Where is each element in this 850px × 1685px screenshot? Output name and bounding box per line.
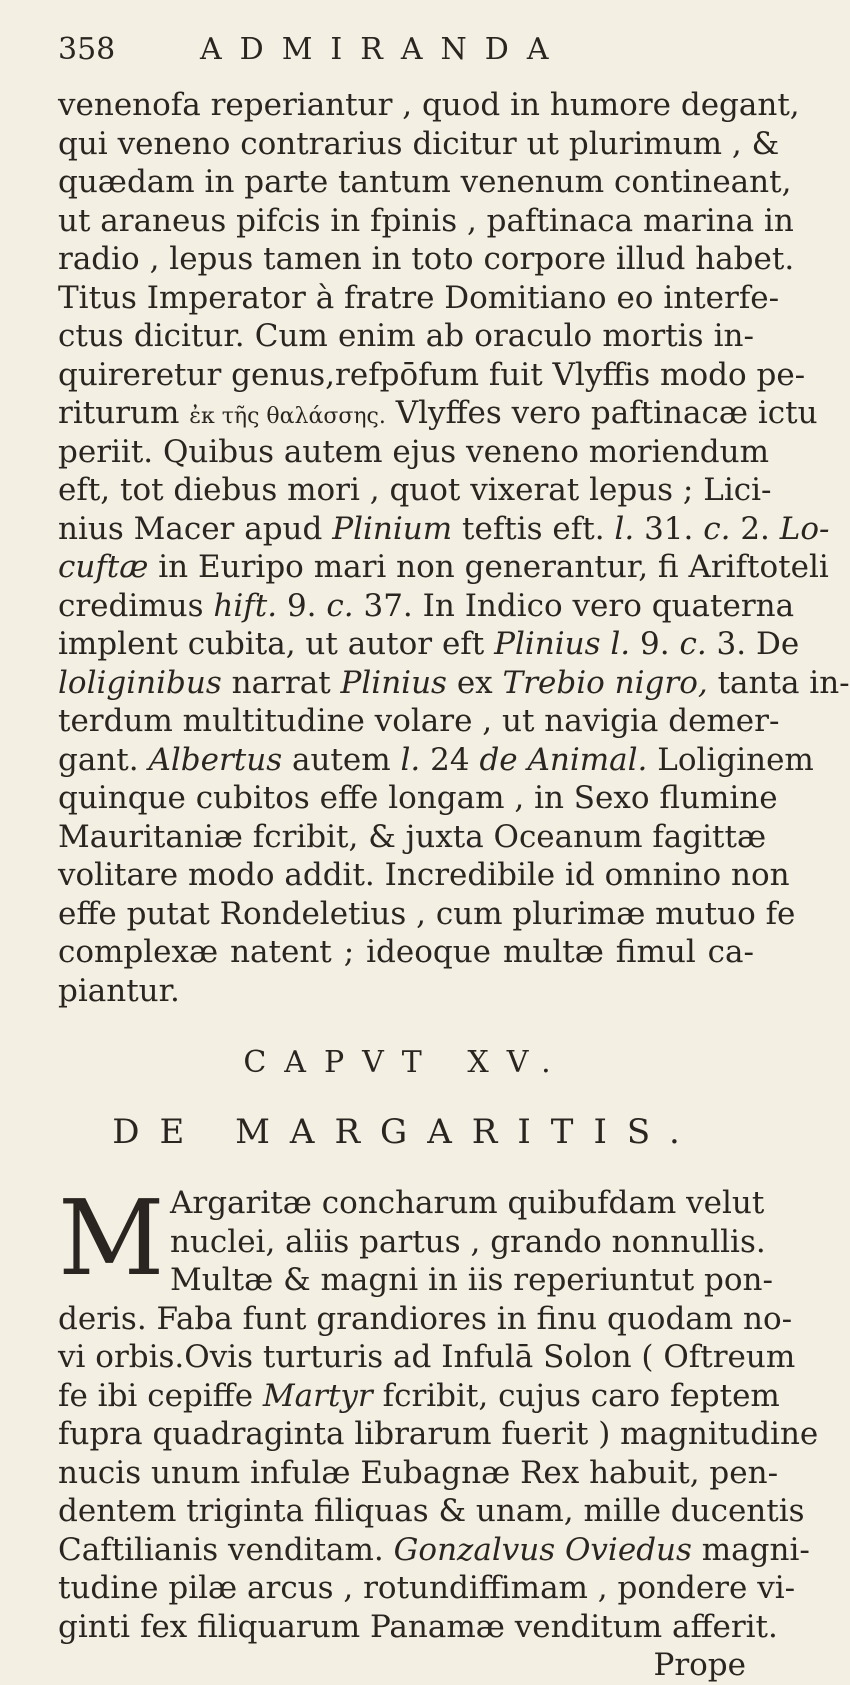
text-run: 9. (640, 626, 670, 662)
text-line: ctus dicitur. Cum enim ab oraculo mortis in- (58, 318, 754, 354)
text-line: periit. Quibus autem ejus veneno moriendum (58, 433, 770, 470)
text-line: qui veneno contrarius dicitur ut plurimum , & (58, 125, 780, 162)
text-line: terdum multitudine volare , ut navigia demer- (58, 703, 780, 739)
reference-mark: c. (703, 510, 731, 547)
reference-mark: c. (679, 626, 707, 662)
italic-name: Trebio nigro, (502, 664, 708, 701)
text-run: magni- (701, 1531, 810, 1568)
text-line: deris. Faba funt grandiores in finu quodam no- (58, 1300, 793, 1337)
text-line (58, 664, 850, 703)
italic-name: Plinius l. (494, 626, 631, 662)
text-run: gant. (58, 741, 139, 778)
text-line (58, 1377, 780, 1416)
text-run: teftis eft. (462, 510, 605, 547)
italic-term: Lo- (779, 510, 830, 547)
text-line: nucis unum infulæ Eubagnæ Rex habuit, pen- (58, 1454, 779, 1491)
text-line: Titus Imperator à fratre Domitiano eo interfe- (58, 279, 780, 316)
text-line (58, 1531, 810, 1570)
text-run: in Euripo mari non generantur, fi Ariftoteli (158, 549, 829, 585)
text-run: 9. (286, 587, 317, 624)
text-line: volitare modo addit. Incredibile id omnino non (58, 857, 790, 893)
text-run: nius Macer apud (58, 510, 323, 547)
text-line: nuclei, aliis partus , grando nonnullis. (170, 1223, 766, 1260)
text-line: venenofa reperiantur , quod in humore degant, (58, 87, 800, 123)
text-run: ex (456, 664, 493, 701)
text-line: radio , lepus tamen in toto corpore illud habet. (58, 241, 795, 277)
running-head: ADMIRANDA (200, 32, 567, 67)
text-line: fupra quadraginta librarum fuerit ) magnitudine (58, 1416, 819, 1452)
paragraph-venom (58, 86, 850, 1010)
text-line: dentem triginta filiquas & unam, mille ducentis (58, 1493, 805, 1529)
text-line: Argaritæ concharum quibufdam velut (170, 1185, 765, 1221)
text-line: eft, tot diebus mori , quot vixerat lepus ; Lici- (58, 472, 772, 508)
text-run: credimus (58, 587, 204, 624)
text-run: 31. (644, 510, 694, 547)
text-run: autem (291, 741, 391, 778)
chapter-heading: CAPVT XV. (243, 1045, 569, 1080)
text-line: ginti fex filiquarum Panamæ venditum afferit. (58, 1608, 778, 1645)
italic-name: Gonzalvus Oviedus (393, 1531, 692, 1568)
text-run: narrat (231, 664, 331, 701)
text-line (58, 587, 795, 626)
italic-term: loliginibus (58, 664, 222, 701)
text-run: 24 (430, 741, 470, 778)
drop-cap: M (58, 1177, 165, 1299)
text-line: piantur. (58, 972, 180, 1009)
text-line: quædam in parte tantum venenum contineant, (58, 164, 792, 200)
section-heading: DE MARGARITIS. (112, 1112, 700, 1152)
text-line: Mauritaniæ fcribit, & juxta Oceanum fagittæ (58, 818, 767, 855)
italic-name: Plinium (332, 510, 453, 547)
text-line (58, 548, 829, 587)
text-line (58, 741, 814, 780)
italic-name: Martyr (262, 1377, 373, 1414)
text-line: tudine pilæ arcus , rotundiffimam , pondere vi- (58, 1570, 796, 1606)
text-run: 37. In Indico vero quaterna (363, 587, 795, 624)
paragraph-pearls (58, 1177, 819, 1646)
italic-title: de Animal. (479, 741, 648, 778)
reference-mark: l. (614, 510, 635, 547)
greek-quotation: ἐκ τῆς θαλάσσης. (189, 404, 386, 429)
text-run: Vlyffes vero paftinacæ ictu (395, 395, 818, 431)
text-run: fcribit, cujus caro feptem (382, 1377, 780, 1414)
text-line: vi orbis.Ovis turturis ad Infulā Solon ( Oftreum (58, 1339, 796, 1375)
catchword: Prope (653, 1647, 746, 1683)
text-line: Multæ & magni in iis reperiuntut pon- (170, 1262, 774, 1298)
text-line: quireretur genus,refpōfum fuit Vlyffis modo pe- (58, 356, 806, 393)
text-line: effe putat Rondeletius , cum plurimæ mutuo fe (58, 895, 796, 932)
text-line (58, 625, 800, 664)
text-run: Loliginem (657, 741, 814, 778)
text-run: implent cubita, ut autor eft (58, 626, 485, 662)
text-line: ut araneus pifcis in fpinis , paftinaca marina in (58, 202, 794, 239)
text-line (58, 510, 830, 549)
reference-mark: l. (400, 741, 421, 778)
reference-mark: c. (326, 587, 354, 624)
text-run: 2. (740, 510, 770, 547)
text-line: complexæ natent ; ideoque multæ fimul ca- (58, 934, 754, 970)
italic-name: Plinius (340, 664, 447, 701)
text-line: quinque cubitos effe longam , in Sexo flumine (58, 780, 778, 816)
reference-mark: hift. (213, 587, 278, 624)
page-number: 358 (58, 32, 116, 67)
text-run: Caftilianis venditam. (58, 1531, 384, 1568)
text-line (58, 394, 818, 433)
text-run: riturum (58, 395, 180, 431)
text-run: 3. De (716, 626, 800, 662)
italic-term: cuftæ (58, 549, 149, 585)
page-header (58, 32, 754, 86)
italic-name: Albertus (148, 741, 283, 778)
text-run: tanta in- (717, 664, 850, 701)
text-run: fe ibi cepiffe (58, 1377, 254, 1414)
